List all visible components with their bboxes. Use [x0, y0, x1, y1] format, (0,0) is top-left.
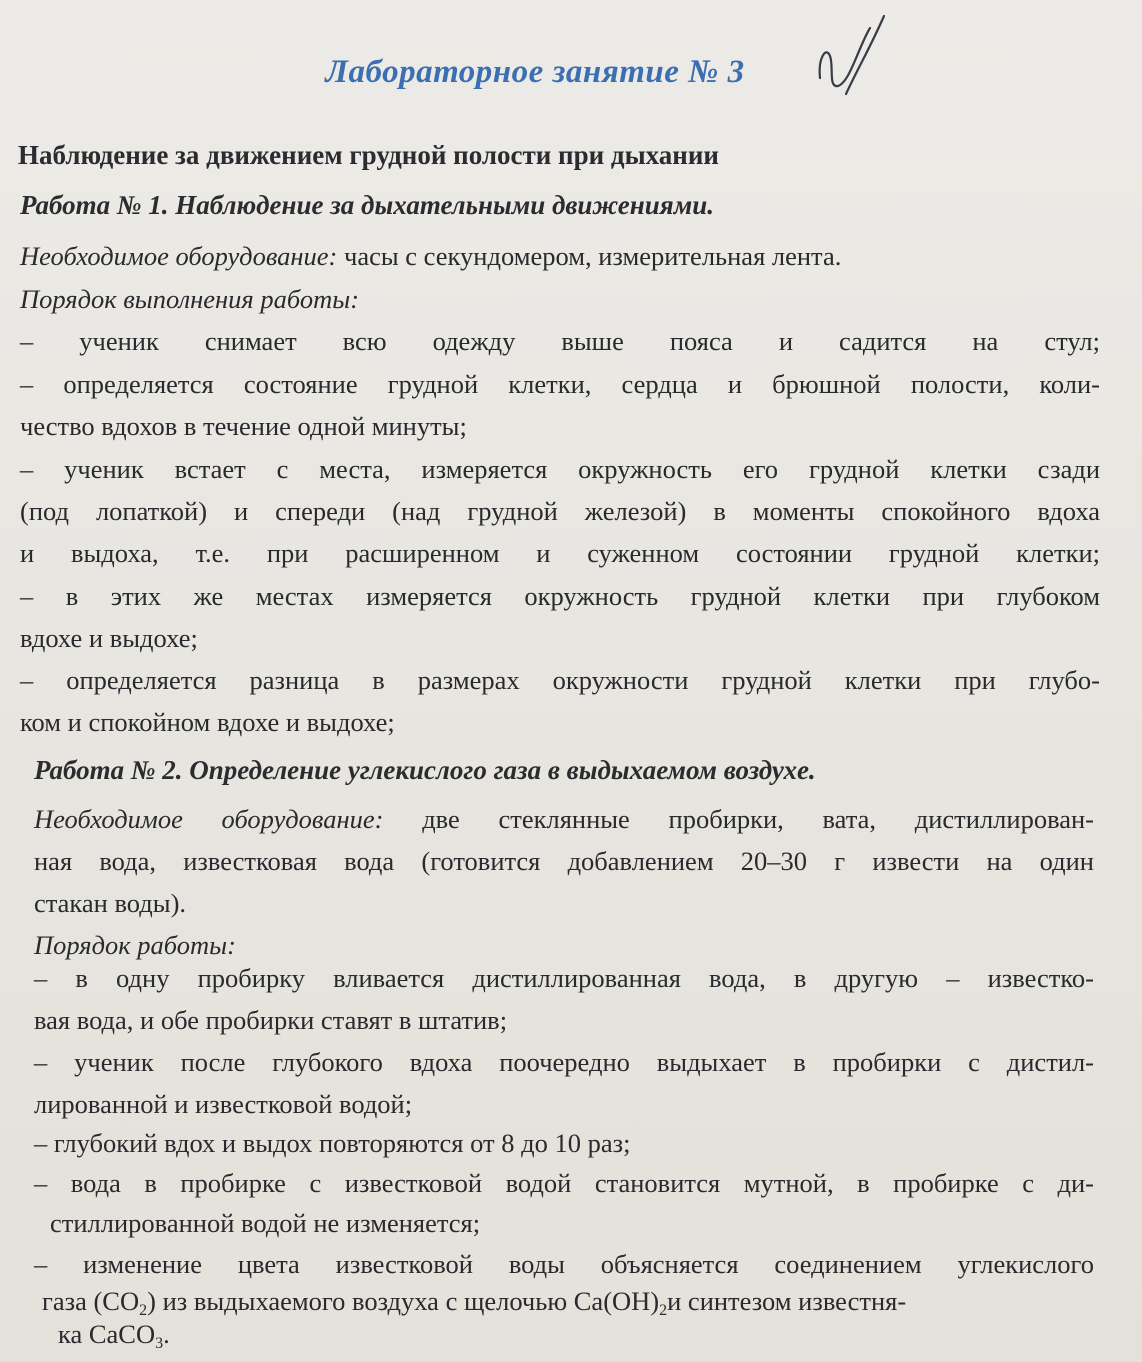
work1-equipment — [20, 240, 841, 272]
text-line: – вода в пробирке с известковой водой становится мутной, в пробирке с ди- — [34, 1168, 1094, 1198]
text-line: – изменение цвета известковой воды объясняется соединением углекислого — [34, 1249, 1094, 1279]
work1-procedure-label: Порядок выполнения работы: — [20, 284, 360, 314]
formula-line — [42, 1285, 1042, 1317]
text-line: – ученик после глубокого вдоха поочередно выдыхает в пробирки с дистил- — [34, 1047, 1094, 1077]
text-line: (под лопаткой) и спереди (над грудной железой) в моменты спокойного вдоха — [20, 496, 1100, 526]
handwritten-mark — [800, 8, 890, 103]
work1-title: Работа № 1. Наблюдение за дыхательными движениями. — [20, 190, 714, 220]
text-line: – ученик снимает всю одежду выше пояса и садится на стул; — [20, 326, 1100, 356]
work2-title: Работа № 2. Определение углекислого газа в выдыхаемом воздухе. — [34, 755, 816, 785]
work1-equipment-label: Необходимое оборудование: — [20, 241, 338, 271]
text-line: стиллированной водой не изменяется; — [50, 1208, 481, 1238]
text-line: чество вдохов в течение одной минуты; — [20, 411, 467, 441]
last-line — [58, 1318, 170, 1350]
formula-part: ) из выдыхаемого воздуха с щелочью Ca(OH) — [147, 1286, 660, 1316]
text-line: – в этих же местах измеряется окружность грудной клетки при глубоком — [20, 581, 1100, 611]
text-line: – ученик встает с места, измеряется окружность его грудной клетки сзади — [20, 454, 1100, 484]
text-line: ком и спокойном вдохе и выдохе; — [20, 707, 395, 737]
subscript: 2 — [659, 1302, 668, 1319]
text-line: вая вода, и обе пробирки ставят в штатив; — [34, 1005, 508, 1035]
subscript: 3 — [155, 1335, 164, 1352]
text-line: стакан воды). — [34, 888, 187, 918]
text-line: – в одну пробирку вливается дистиллированная вода, в другую – известко- — [34, 963, 1094, 993]
page-title: Лабораторное занятие № 3 — [325, 54, 745, 90]
text-line: лированной и известковой водой; — [34, 1089, 413, 1119]
text-line: – определяется разница в размерах окружности грудной клетки при глубо- — [20, 665, 1100, 695]
work2-equipment — [34, 803, 1094, 835]
work2-equipment-label: Необходимое оборудование: — [34, 804, 384, 834]
text-line: ная вода, известковая вода (готовится добавлением 20–30 г извести на один — [34, 846, 1094, 876]
subscript: 2 — [139, 1302, 148, 1319]
formula-part: ка CaCO — [58, 1319, 156, 1349]
text-line: и выдоха, т.е. при расширенном и суженном состоянии грудной клетки; — [20, 538, 1100, 568]
work1-equipment-text: часы с секундомером, измерительная лента. — [344, 241, 842, 271]
text-line: – глубокий вдох и выдох повторяются от 8 до 10 раз; — [34, 1128, 631, 1158]
formula-part: и синтезом известня- — [667, 1286, 907, 1316]
work2-procedure-label: Порядок работы: — [34, 930, 236, 960]
text-line: – определяется состояние грудной клетки, сердца и брюшной полости, коли- — [20, 369, 1100, 399]
section-subtitle: Наблюдение за движением грудной полости при дыхании — [18, 140, 719, 170]
formula-part: . — [163, 1319, 170, 1349]
formula-part: газа (CO — [42, 1286, 140, 1316]
text-line: вдохе и выдохе; — [20, 623, 198, 653]
work2-equipment-text: две стеклянные пробирки, вата, дистиллирован- — [422, 804, 1095, 834]
